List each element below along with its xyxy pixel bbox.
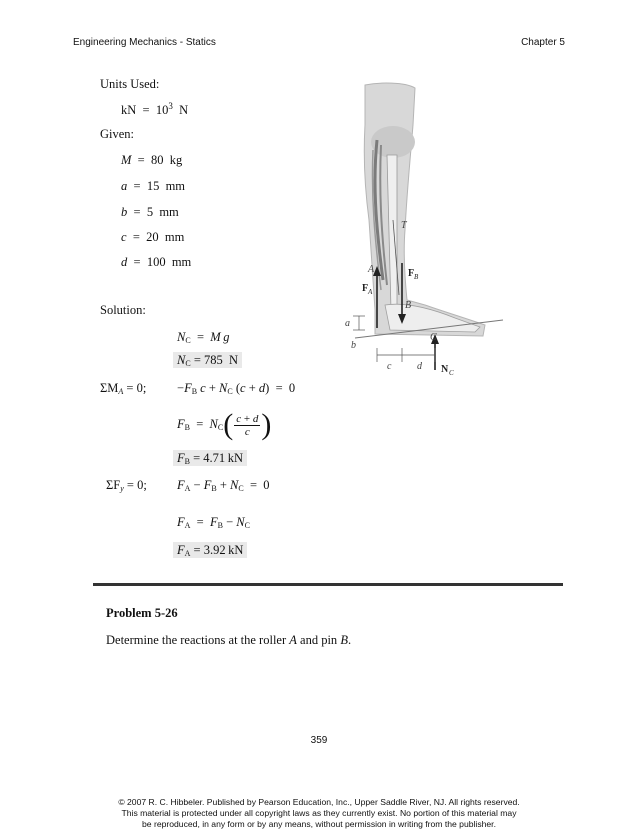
eq-force: $F_A - F_B + N_C = 0$ — [177, 478, 270, 493]
label-C: C — [430, 332, 437, 343]
sum-moments-label: $\Sigma M_A = 0$; — [100, 381, 147, 396]
dim-c: c — [387, 361, 392, 372]
page-number: 359 — [310, 735, 328, 746]
sum-forces-label: $\Sigma F_y = 0$; — [106, 478, 147, 493]
header-chapter: Chapter 5 — [521, 37, 565, 48]
units-equation: kN = $10^3$ N — [121, 101, 189, 118]
result-nc: $N_C = 785$ N — [173, 353, 242, 368]
label-NC: N — [441, 364, 449, 375]
label-FA-sub: A — [368, 288, 373, 296]
eq-nc-definition: $N_C = M$ g — [177, 330, 230, 345]
eq-moment: $-F_B$ $c + N_C$ (c + d) = 0 — [177, 381, 296, 396]
given-b: b = 5 mm — [121, 205, 179, 219]
label-FB-sub: B — [414, 273, 419, 281]
label-NC-sub: C — [449, 369, 454, 377]
problem-title: Problem 5-26 — [106, 606, 178, 620]
label-B: B — [405, 300, 412, 311]
leg-diagram — [335, 80, 505, 380]
dim-a: a — [345, 318, 350, 329]
given-M: M = 80 kg — [121, 153, 183, 167]
given-heading: Given: — [100, 127, 135, 141]
problem-statement: Determine the reactions at the roller A and pin B. — [106, 633, 352, 647]
label-FB: F — [408, 268, 415, 279]
dim-d: d — [417, 361, 422, 372]
header-title: Engineering Mechanics - Statics — [73, 37, 216, 48]
eq-fa: $F_A = F_B - N_C$ — [177, 515, 250, 530]
given-a: a = 15 mm — [121, 179, 186, 193]
footer-line-1: © 2007 R. C. Hibbeler. Published by Pearson Education, Inc., Upper Saddle River, NJ. All rights reserved. — [118, 797, 520, 807]
solution-heading: Solution: — [100, 303, 146, 317]
given-c: c = 20 mm — [121, 230, 185, 244]
label-A: A — [368, 264, 375, 275]
footer-line-2: This material is protected under all copyright laws as they currently exist. No portion of this material may — [121, 808, 517, 818]
label-T: T — [401, 220, 407, 231]
eq-fb: $F_B = N_C$( $\frac{c + d}{c}$ ) — [177, 408, 272, 441]
result-fb: $F_B = 4.71$ kN — [173, 451, 247, 466]
given-d: d = 100 mm — [121, 255, 192, 269]
label-FA: F — [362, 283, 369, 294]
result-fa: $F_A = 3.92$ kN — [173, 543, 247, 558]
leg-free-body-figure — [335, 80, 505, 380]
units-heading: Units Used: — [100, 77, 160, 91]
footer-line-3: be reproduced, in any form or by any means, without permission in writing from the publisher. — [142, 819, 496, 829]
dim-b: b — [351, 340, 356, 351]
section-divider — [93, 583, 563, 586]
